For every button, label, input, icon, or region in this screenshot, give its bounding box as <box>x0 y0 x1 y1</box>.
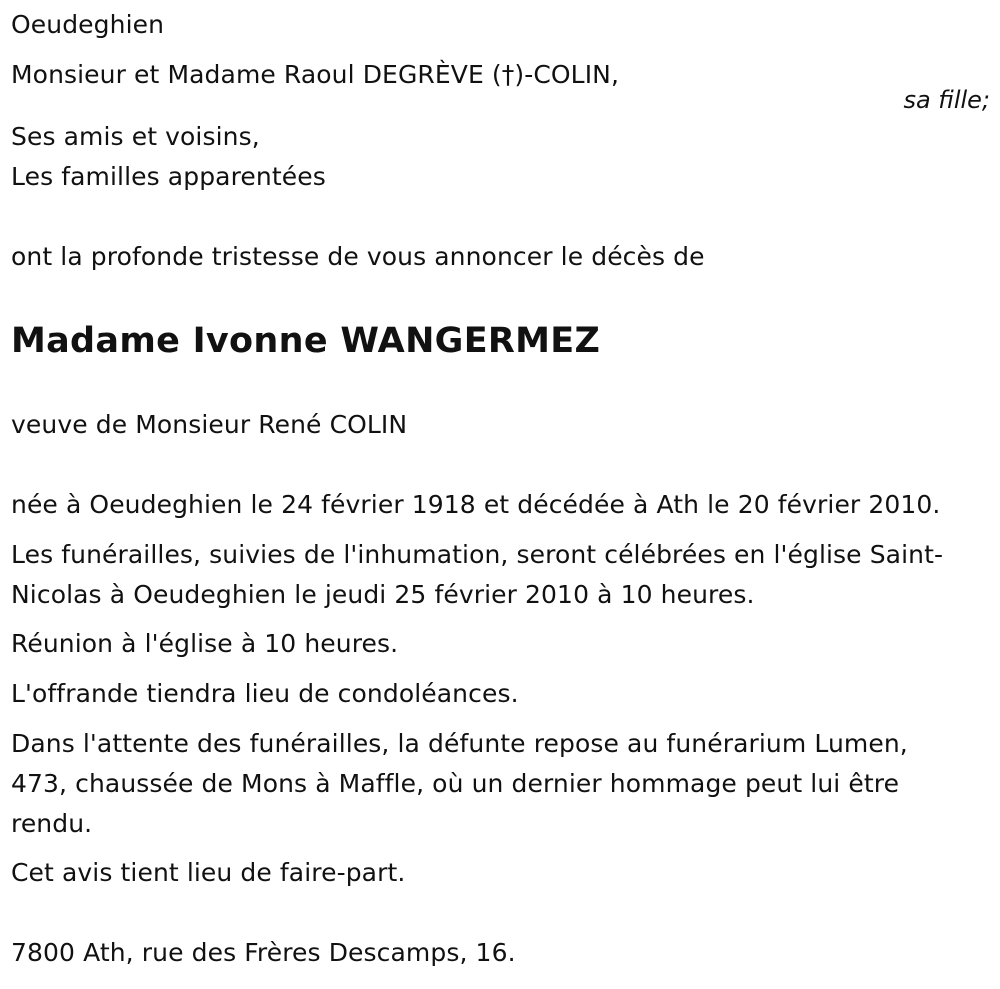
announcement-text: ont la profonde tristesse de vous annoncer le décès de <box>11 242 705 271</box>
meeting-line: Réunion à l'église à 10 heures. <box>11 629 399 658</box>
deceased-name: Madame Ivonne WANGERMEZ <box>11 321 601 361</box>
funeral-line-1: Les funérailles, suivies de l'inhumation, seront célébrées en l'église Saint- <box>11 540 944 569</box>
offering-line: L'offrande tiendra lieu de condoléances. <box>11 679 519 708</box>
address-line: 7800 Ath, rue des Frères Descamps, 16. <box>11 938 516 967</box>
funeral-line-2: Nicolas à Oeudeghien le jeudi 25 février 2010 à 10 heures. <box>11 580 755 609</box>
families-line: Les familles apparentées <box>11 162 326 191</box>
repose-line-1: Dans l'attente des funérailles, la défunte repose au funérarium Lumen, <box>11 729 908 758</box>
notice-line: Cet avis tient lieu de faire-part. <box>11 858 406 887</box>
widow-of-line: veuve de Monsieur René COLIN <box>11 410 408 439</box>
repose-line-2: 473, chaussée de Mons à Maffle, où un dernier hommage peut lui être <box>11 769 900 798</box>
birth-death-line: née à Oeudeghien le 24 février 1918 et décédée à Ath le 20 février 2010. <box>11 490 941 519</box>
place-name: Oeudeghien <box>11 10 165 39</box>
friends-line: Ses amis et voisins, <box>11 122 260 151</box>
repose-line-3: rendu. <box>11 809 93 838</box>
relation-note: sa fille; <box>903 86 990 114</box>
family-line: Monsieur et Madame Raoul DEGRÈVE (†)-COLIN, <box>11 60 620 89</box>
